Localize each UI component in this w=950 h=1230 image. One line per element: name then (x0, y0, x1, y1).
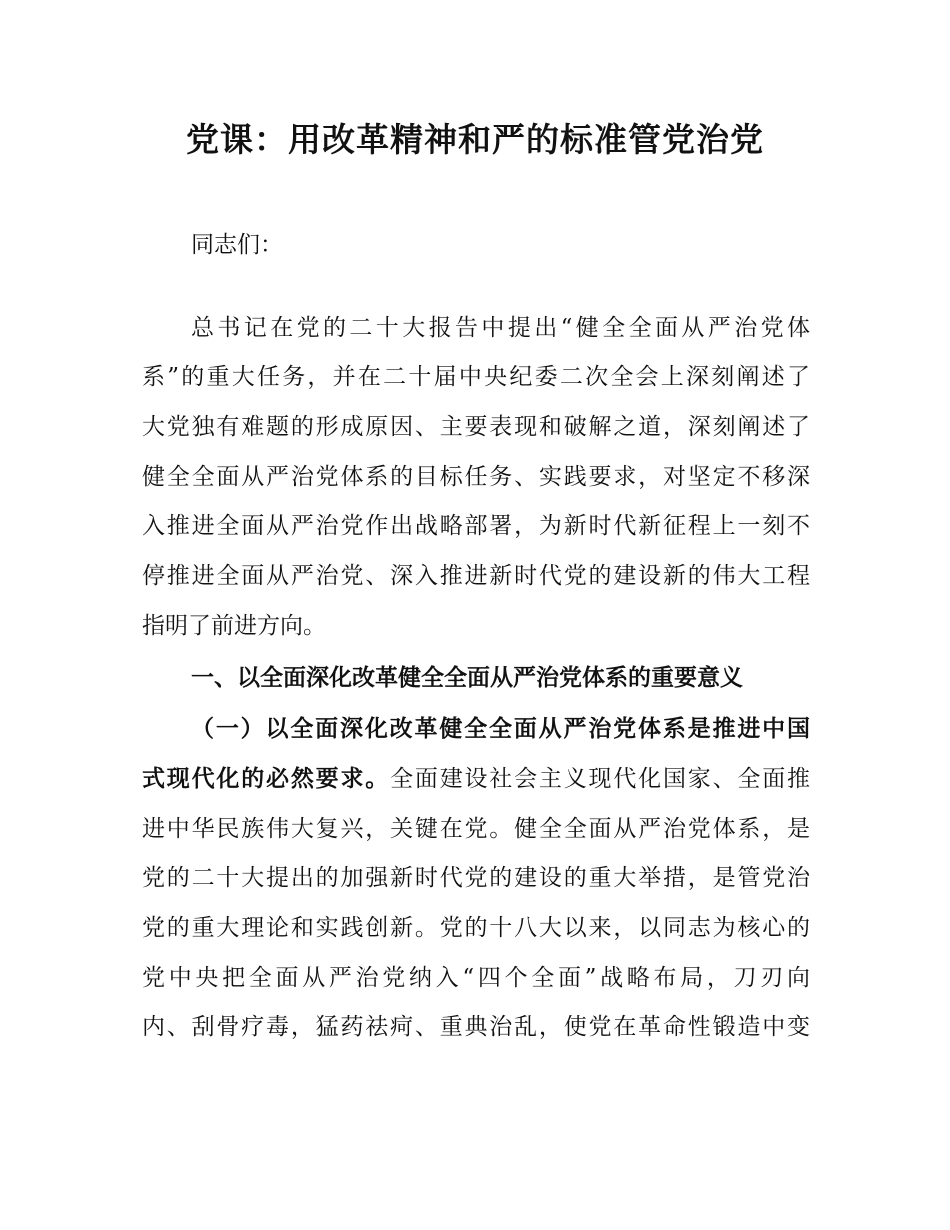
paragraph-text: 全面建设社会主义现代化国家、全面推 (390, 765, 810, 792)
paragraph-line: 党的二十大提出的加强新时代党的建设的重大举措，是管党治 (142, 865, 810, 892)
paragraph-line: 停推进全面从严治党、深入推进新时代党的建设新的伟大工程 (142, 563, 810, 590)
paragraph-line: 系”的重大任务，并在二十届中央纪委二次全会上深刻阐述了 (142, 364, 810, 391)
subsection-heading-tail: 式现代化的必然要求。 (142, 765, 391, 792)
intro-paragraph (142, 304, 810, 652)
section-heading: 一、以全面深化改革健全全面从严治党体系的重要意义 (191, 664, 743, 691)
paragraph-line: 大党独有难题的形成原因、主要表现和破解之道，深刻阐述了 (142, 414, 810, 441)
document-title: 党课：用改革精神和严的标准管党治党 (186, 120, 764, 159)
greeting: 同志们： (191, 232, 283, 258)
paragraph-line: 内、刮骨疗毒，猛药祛疴、重典治乱，使党在革命性锻造中变 (142, 1014, 810, 1041)
subsection-heading-line: （一）以全面深化改革健全全面从严治党体系是推进中国 (191, 716, 810, 743)
spacer (142, 271, 810, 304)
document-body (142, 221, 810, 1053)
paragraph-line: 健全全面从严治党体系的目标任务、实践要求，对坚定不移深 (142, 463, 810, 490)
paragraph-line: 党中央把全面从严治党纳入“四个全面”战略布局，刀刃向 (142, 964, 810, 991)
subsection-paragraph (142, 705, 810, 1053)
paragraph-line (142, 755, 810, 805)
paragraph-line: 总书记在党的二十大报告中提出“健全全面从严治党体 (191, 314, 810, 341)
paragraph-line: 党的重大理论和实践创新。党的十八大以来，以同志为核心的 (142, 914, 810, 941)
paragraph-line: 入推进全面从严治党作出战略部署，为新时代新征程上一刻不 (142, 513, 810, 540)
paragraph-line: 进中华民族伟大复兴，关键在党。健全全面从严治党体系，是 (142, 815, 810, 842)
paragraph-line: 指明了前进方向。 (142, 612, 326, 639)
